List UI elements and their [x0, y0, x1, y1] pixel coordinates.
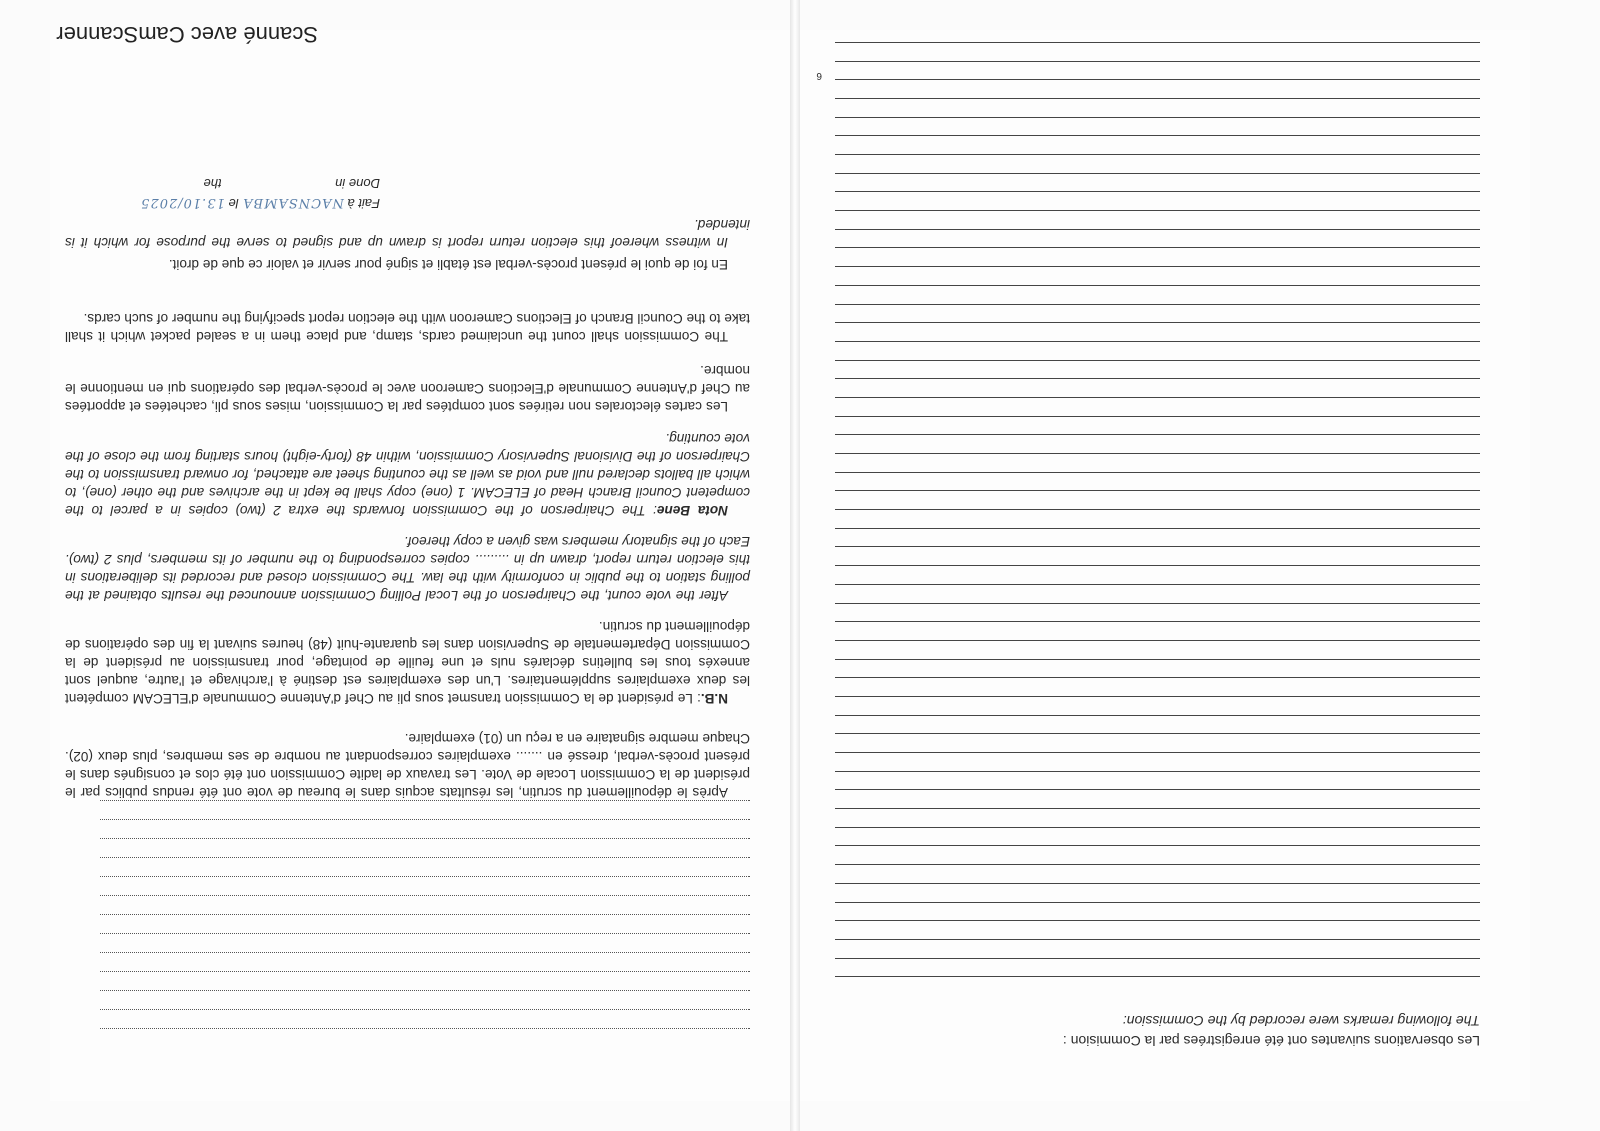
ruled-line	[835, 341, 1480, 360]
dotted-line	[100, 952, 750, 971]
fait-a-label: Fait à	[347, 196, 380, 211]
ruled-line	[835, 453, 1480, 472]
text: Après le dépouillement du scrutin, les résultats acquis dans le bureau de vote ont été rendus publics par le président de la Commission Locale de Vote. Les travaux de ladite Commission ont été clos et consignés dans le présent procès-verbal, dressé en ....... exemplaires correspondant au nombre de ses membres, plus deux (02). Chaque membre signataire en a reçu un (01) exemplaire.	[65, 731, 750, 800]
ruled-line	[835, 509, 1480, 528]
paragraph-results-fr	[65, 729, 750, 801]
ruled-line	[835, 920, 1480, 939]
remarks-ruled-lines	[835, 42, 1480, 995]
ruled-line	[835, 42, 1480, 61]
ruled-line	[835, 715, 1480, 734]
ruled-line	[835, 808, 1480, 827]
dotted-line	[100, 990, 750, 1009]
ruled-line	[835, 565, 1480, 584]
ruled-line	[835, 61, 1480, 80]
paragraph-results-en	[65, 532, 750, 604]
ruled-line	[835, 229, 1480, 248]
ruled-line	[835, 210, 1480, 229]
ruled-line	[835, 434, 1480, 453]
ruled-line	[835, 117, 1480, 136]
ruled-line	[835, 191, 1480, 210]
ruled-line	[835, 976, 1480, 995]
ruled-line	[835, 173, 1480, 192]
ruled-line	[835, 958, 1480, 977]
ruled-line	[835, 621, 1480, 640]
le-label: le	[228, 196, 239, 211]
paragraph-en-foi	[65, 255, 750, 273]
ruled-line	[835, 771, 1480, 790]
dotted-line	[100, 1009, 750, 1028]
done-in-line	[203, 176, 380, 191]
paragraph-cards-fr	[65, 361, 750, 415]
ruled-line	[835, 378, 1480, 397]
ruled-line	[835, 696, 1480, 715]
ruled-line	[835, 603, 1480, 622]
dotted-line	[100, 1028, 750, 1047]
ruled-line	[835, 902, 1480, 921]
remarks-heading-fr: Les observations suivantes ont été enregistrées par la Commision :	[1062, 1033, 1480, 1049]
text: The Commission shall count the unclaimed cards, stamp, and place them in a sealed packet which it shall take to the Council Branch of Elections Cameroon with the election report specifying the number of such cards.	[65, 311, 750, 344]
dotted-line	[100, 838, 750, 857]
ruled-line	[835, 864, 1480, 883]
ruled-line	[835, 135, 1480, 154]
ruled-line	[835, 846, 1480, 865]
dotted-line	[100, 857, 750, 876]
ruled-line	[835, 939, 1480, 958]
ruled-line	[835, 248, 1480, 267]
ruled-line	[835, 154, 1480, 173]
ruled-line	[835, 266, 1480, 285]
ruled-line	[835, 752, 1480, 771]
ruled-line	[835, 304, 1480, 323]
dotted-line	[100, 819, 750, 838]
ruled-line	[835, 528, 1480, 547]
text: : The Chairperson of the Commission forwards the extra 2 (two) copies in a parcel to the competent Council Branch Head of ELECAM. 1 (one) copy shall be kept in the archives and the other (one), to which all ballots declared null and void as well as the counting sheet are attached, for onward transmission to the Chairperson of the Divisional Supervisory Commission, within 48 (forty-eight) hours starting from the close of the vote counting.	[65, 431, 750, 518]
nota-bene-label: Nota Bene	[656, 503, 728, 518]
paragraph-nota-bene-en	[65, 429, 750, 519]
ruled-line	[835, 360, 1480, 379]
text: Les cartes électorales non retirées sont comptées par la Commission, mises sous pli, cachetées et apportées au Chef d'Antenne Communale d'Elections Cameroon avec le procès-verbal des opérations qui en mentionne le nombre.	[65, 363, 750, 414]
text: In witness whereof this election return report is drawn up and signed to serve the purpose for which it is intended.	[65, 217, 750, 250]
dotted-line	[100, 876, 750, 895]
ruled-line	[835, 883, 1480, 902]
paragraph-cards-en	[65, 309, 750, 345]
handwritten-date: 13.10/2025	[140, 195, 225, 210]
handwritten-place: NACNSAMBA	[242, 195, 344, 210]
ruled-line	[835, 397, 1480, 416]
done-in-label: Done in	[335, 176, 380, 191]
ruled-line	[835, 640, 1480, 659]
dotted-line	[100, 933, 750, 952]
paragraph-nb-fr	[65, 617, 750, 707]
dotted-line	[100, 914, 750, 933]
dotted-line	[100, 971, 750, 990]
text: After the vote count, the Chairperson of the Local Polling Commission announced the results obtained at the polling station to the public in conformity with the law. The Commission closed and recorded its deliberations in this election return report, drawn up in ......... copies corresponding to the number of its members, plus 2 (two). Each of the signatory members was given a copy thereof.	[65, 534, 750, 603]
the-label: the	[203, 176, 222, 191]
ruled-line	[835, 677, 1480, 696]
ruled-line	[835, 98, 1480, 117]
ruled-line	[835, 584, 1480, 603]
ruled-line	[835, 322, 1480, 341]
text: : Le président de la Commission transmet sous pli au Chef d'Antenne Communale d'ELECAM compétent les deux exemplaires supplémentaires. L'un des exemplaires est destiné à l'archivage et l'autre, auquel sont annexés tous les bulletins déclarés nuls et une feuille de pointage, pour transmission au président de la Commission Départementale de Supervision dans les quarante-huit (48) heures suivant la fin des opérations de dépouillement du scrutin.	[65, 619, 750, 706]
dotted-lines	[100, 800, 750, 1047]
ruled-line	[835, 416, 1480, 435]
ruled-line	[835, 827, 1480, 846]
ruled-line	[835, 472, 1480, 491]
ruled-line	[835, 285, 1480, 304]
camscanner-watermark: Scanné avec CamScanner	[56, 22, 318, 47]
ruled-line	[835, 79, 1480, 98]
dotted-line	[100, 800, 750, 819]
ruled-line	[835, 789, 1480, 808]
book-spine	[790, 0, 800, 1131]
remarks-heading-en: The following remarks were recorded by the Commission:	[1122, 1013, 1480, 1029]
ruled-line	[835, 659, 1480, 678]
dotted-line	[100, 895, 750, 914]
nb-label: N.B.	[700, 691, 728, 706]
ruled-line	[835, 733, 1480, 752]
ruled-line	[835, 490, 1480, 509]
paragraph-in-witness	[65, 215, 750, 251]
text: En foi de quoi le présent procès-verbal est établi et signé pour servir et valoir ce que de droit.	[168, 257, 728, 272]
page-number: 6	[816, 70, 822, 81]
signature-place-date	[140, 195, 380, 211]
ruled-line	[835, 547, 1480, 566]
